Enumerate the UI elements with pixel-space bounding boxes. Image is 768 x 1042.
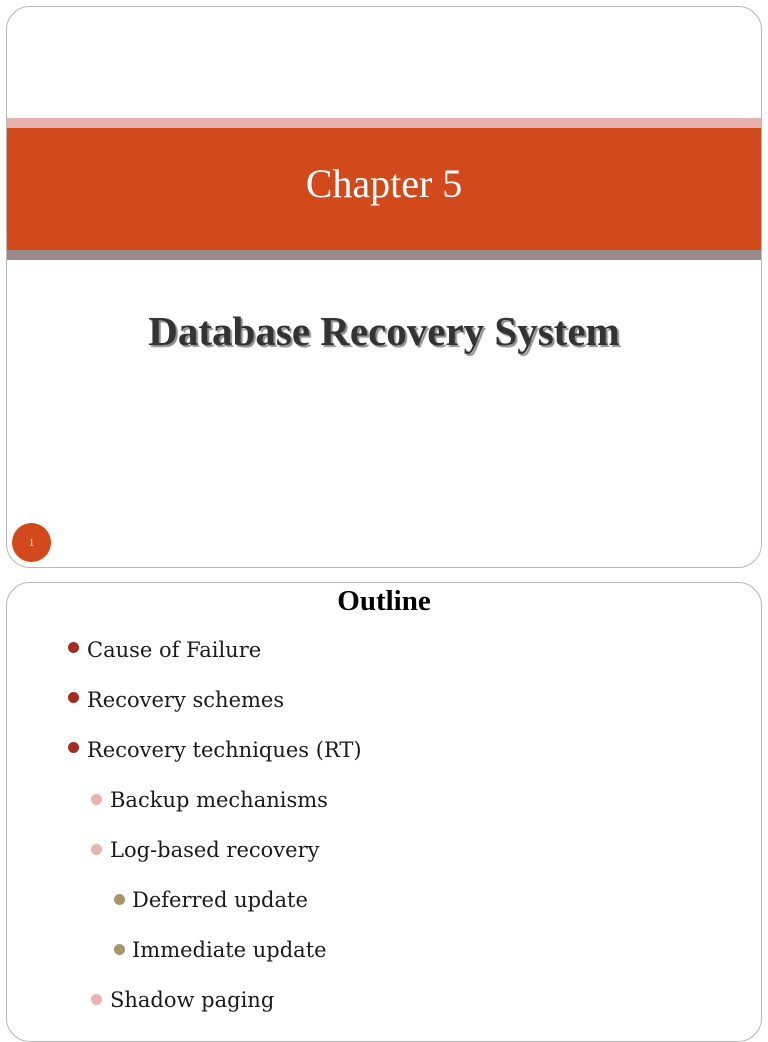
outline-slide — [6, 582, 762, 1042]
top-accent-stripe — [7, 118, 761, 128]
bullet-dot-icon — [68, 742, 79, 753]
title-band — [7, 128, 761, 250]
sub-bullet-dot-icon — [91, 794, 102, 805]
bullet-dot-icon — [68, 642, 79, 653]
bullet-item — [7, 638, 362, 688]
sub-bullet-item — [7, 788, 362, 838]
bullet-text: Backup mechanisms — [110, 788, 328, 812]
bullet-item — [7, 738, 362, 788]
bullet-item — [7, 688, 362, 738]
sub-sub-bullet-item — [7, 938, 362, 988]
slide-main-title: Database Recovery System — [148, 308, 620, 354]
sub-sub-bullet-item — [7, 888, 362, 938]
title-slide — [6, 6, 762, 568]
bullet-text: Log-based recovery — [110, 838, 320, 862]
sub-bullet-dot-icon — [91, 994, 102, 1005]
sub-bullet-item — [7, 838, 362, 888]
bullet-text: Recovery techniques (RT) — [87, 738, 362, 762]
bottom-accent-stripe — [7, 250, 761, 260]
chapter-title: Chapter 5 — [305, 161, 463, 206]
bullet-text: Immediate update — [132, 938, 327, 962]
bullet-dot-icon — [68, 692, 79, 703]
sub-sub-bullet-dot-icon — [114, 944, 125, 955]
sub-sub-bullet-dot-icon — [114, 894, 125, 905]
sub-bullet-dot-icon — [91, 844, 102, 855]
bullet-text: Deferred update — [132, 888, 308, 912]
bullet-text: Recovery schemes — [87, 688, 285, 712]
sub-bullet-item — [7, 988, 362, 1038]
page-number-badge: 1 — [12, 523, 51, 562]
bullet-text: Shadow paging — [110, 988, 275, 1012]
bullet-text: Cause of Failure — [87, 638, 262, 662]
outline-title: Outline — [337, 585, 431, 617]
outline-bullet-list — [7, 638, 362, 1038]
